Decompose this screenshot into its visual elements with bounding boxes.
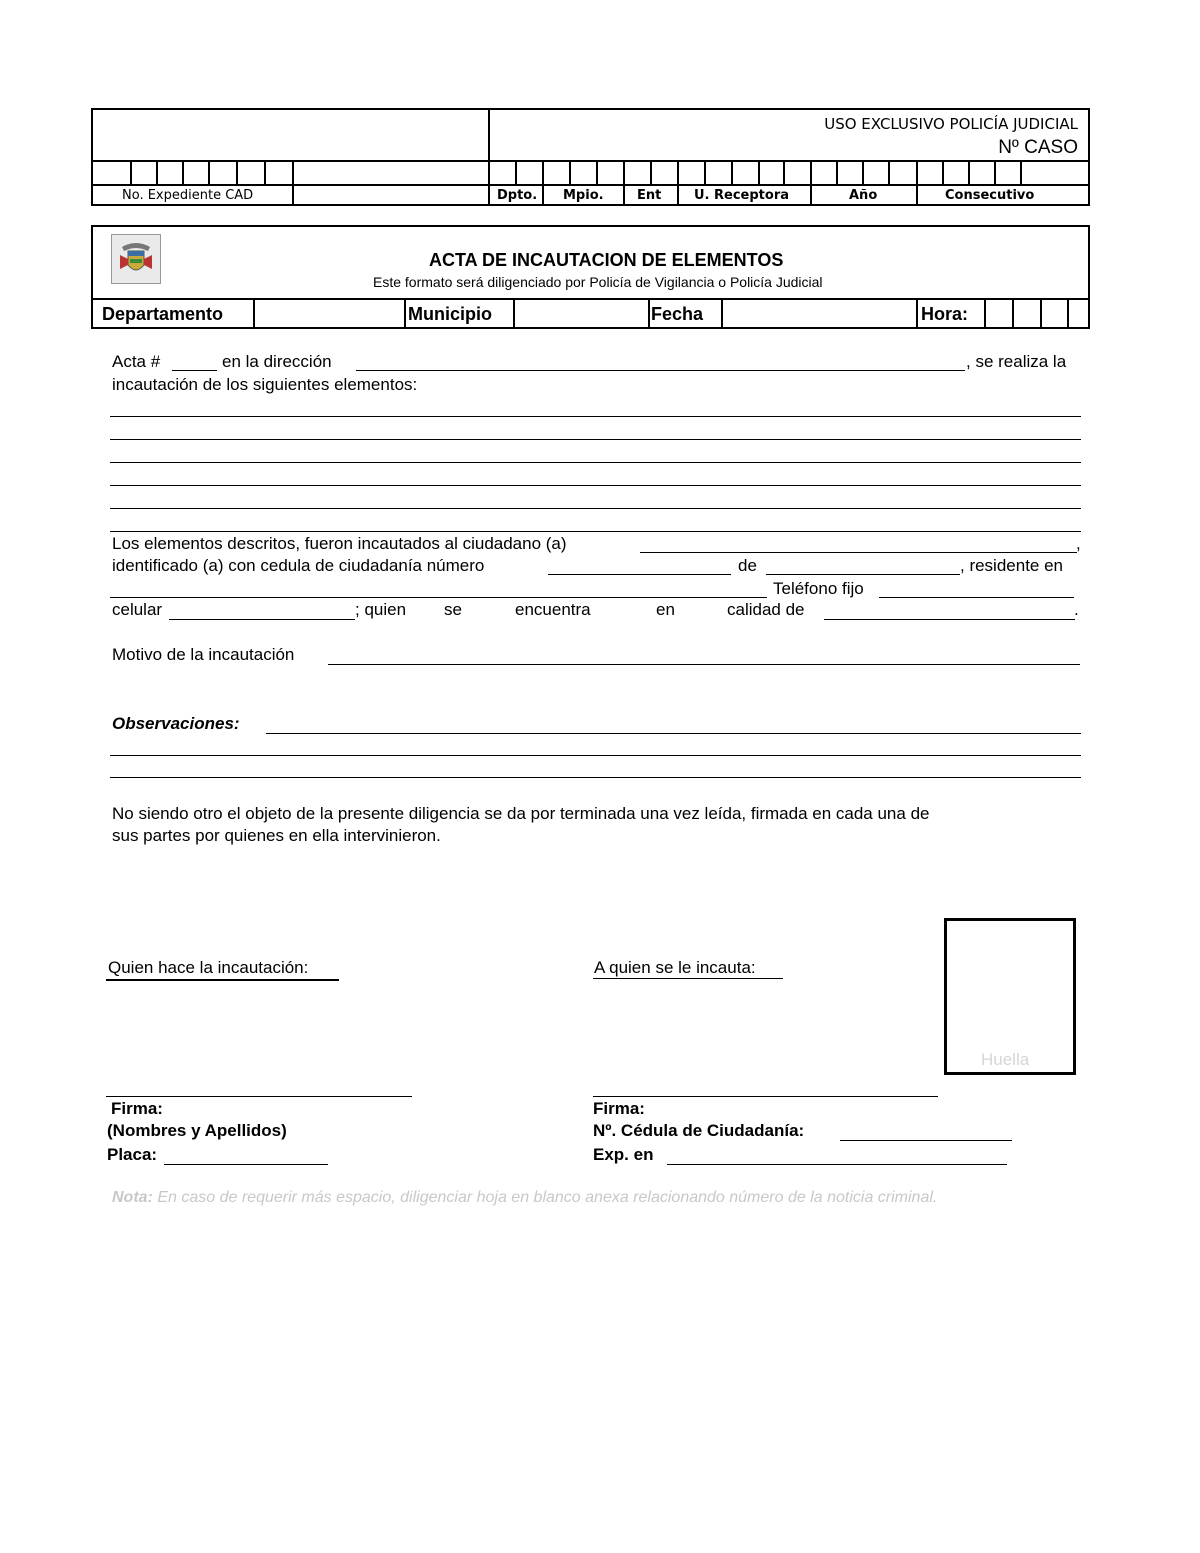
code-label-mpio: Mpio.: [563, 188, 604, 203]
cell-divider: [994, 160, 996, 184]
note: [112, 1188, 937, 1208]
direccion-blank[interactable]: [356, 370, 965, 371]
closing-line-2: sus partes por quienes en ella intervinieron.: [112, 826, 441, 845]
left-placa-label: Placa:: [107, 1145, 158, 1164]
code-label-dpto: Dpto.: [497, 188, 538, 203]
cell-divider: [253, 298, 255, 329]
cell-divider: [968, 160, 970, 184]
header-divider: [488, 108, 490, 206]
cell-divider: [810, 160, 812, 206]
cell-divider: [182, 160, 184, 184]
cell-divider: [292, 160, 294, 206]
quien-word-1: ; quien: [355, 600, 407, 619]
cell-divider: [236, 160, 238, 184]
departamento-label: Departamento: [102, 304, 224, 324]
form-title: ACTA DE INCAUTACION DE ELEMENTOS: [429, 250, 784, 270]
code-label-consecutivo: Consecutivo: [945, 188, 1035, 203]
celular-blank[interactable]: [169, 619, 355, 620]
exp-blank[interactable]: [667, 1164, 1007, 1165]
huella-label: Huella: [981, 1050, 1030, 1069]
right-signature-line[interactable]: [593, 1096, 938, 1097]
en-la-direccion-label: en la dirección: [222, 352, 332, 371]
cell-divider: [130, 160, 132, 184]
acta-label: Acta #: [112, 352, 161, 371]
elementos-line-3[interactable]: [110, 462, 1081, 463]
a-quien-label: A quien se le incauta:: [594, 958, 756, 977]
municipio-label: Municipio: [408, 304, 492, 324]
note-label: Nota:: [112, 1189, 153, 1206]
colombia-coat-of-arms-icon: [111, 234, 161, 284]
cedula-signature-blank[interactable]: [840, 1140, 1012, 1141]
de-blank[interactable]: [766, 574, 960, 575]
left-signature-line[interactable]: [106, 1096, 412, 1097]
cell-divider: [1020, 160, 1022, 184]
right-exp-label: Exp. en: [593, 1145, 654, 1164]
cell-divider: [942, 160, 944, 184]
cell-divider: [916, 160, 918, 206]
code-label-receptora: U. Receptora: [694, 188, 790, 203]
cell-divider: [758, 160, 760, 184]
cell-divider: [888, 160, 890, 184]
calidad-blank[interactable]: [824, 619, 1075, 620]
cell-divider: [569, 160, 571, 184]
elementos-line-5[interactable]: [110, 508, 1081, 509]
no-caso-label: Nº CASO: [998, 137, 1078, 158]
residente-blank[interactable]: [110, 597, 767, 598]
quien-word-2: se: [444, 600, 462, 619]
cell-divider: [650, 160, 652, 184]
incautacion-line: incautación de los siguientes elementos:: [112, 375, 418, 394]
de-label: de: [738, 556, 757, 575]
observaciones-line-3[interactable]: [110, 777, 1081, 778]
cell-divider: [704, 160, 706, 184]
period-label: .: [1074, 600, 1079, 619]
municipio-field[interactable]: [516, 300, 646, 327]
observaciones-line-2[interactable]: [110, 755, 1081, 756]
se-realiza-label: , se realiza la: [966, 352, 1067, 371]
cell-divider: [515, 160, 517, 184]
ciudadano-blank[interactable]: [640, 552, 1077, 553]
observaciones-line-1[interactable]: [266, 733, 1081, 734]
cell-divider: [648, 298, 650, 329]
cell-divider: [783, 160, 785, 184]
cell-divider: [1067, 298, 1069, 329]
note-text: En caso de requerir más espacio, diligenciar hoja en blanco anexa relacionando número de la noticia criminal.: [152, 1189, 938, 1206]
fecha-label: Fecha: [651, 304, 704, 324]
cell-divider: [721, 298, 723, 329]
uso-exclusivo-label: USO EXCLUSIVO POLICÍA JUDICIAL: [824, 115, 1078, 133]
telefono-blank[interactable]: [879, 597, 1074, 598]
cell-divider: [836, 160, 838, 184]
placa-blank[interactable]: [164, 1164, 328, 1165]
quien-word-4: en: [656, 600, 675, 619]
cell-divider: [542, 160, 544, 206]
departamento-field[interactable]: [256, 300, 402, 327]
closing-line-1: No siendo otro el objeto de la presente diligencia se da por terminada una vez leída, firmada en cada una de: [112, 804, 930, 823]
quien-word-5: calidad de: [727, 600, 805, 619]
right-cedula-label: Nº. Cédula de Ciudadanía:: [593, 1121, 805, 1140]
quien-hace-label: Quien hace la incautación:: [108, 958, 309, 977]
telefono-fijo-label: Teléfono fijo: [773, 579, 864, 598]
cell-divider: [1040, 298, 1042, 329]
residente-label: , residente en: [960, 556, 1064, 575]
motivo-label: Motivo de la incautación: [112, 645, 295, 664]
form-subtitle: Este formato será diligenciado por Policía de Vigilancia o Policía Judicial: [373, 274, 823, 290]
expediente-label: No. Expediente CAD: [122, 188, 254, 203]
comma-label: ,: [1076, 534, 1081, 553]
code-label-ano: Año: [849, 188, 878, 203]
acta-number-blank[interactable]: [172, 370, 217, 371]
cedula-blank[interactable]: [548, 574, 731, 575]
cell-divider: [677, 160, 679, 206]
cell-divider: [916, 298, 918, 329]
motivo-blank[interactable]: [328, 664, 1080, 665]
cell-divider: [984, 298, 986, 329]
cell-divider: [862, 160, 864, 184]
elementos-descritos-label: Los elementos descritos, fueron incautados al ciudadano (a): [112, 534, 567, 553]
a-quien-underline: [593, 978, 783, 979]
observaciones-label: Observaciones:: [112, 714, 240, 733]
cell-divider: [156, 160, 158, 184]
right-firma-label: Firma:: [593, 1099, 645, 1118]
fecha-field[interactable]: [724, 300, 914, 327]
elementos-line-6[interactable]: [110, 531, 1081, 532]
identificado-label: identificado (a) con cedula de ciudadanía número: [112, 556, 485, 575]
left-nombres-label: (Nombres y Apellidos): [107, 1121, 287, 1140]
quien-hace-underline: [106, 979, 339, 981]
elementos-line-4[interactable]: [110, 485, 1081, 486]
cell-divider: [208, 160, 210, 184]
cell-divider: [264, 160, 266, 184]
elementos-line-2[interactable]: [110, 439, 1081, 440]
hora-label: Hora:: [921, 304, 969, 324]
cell-divider: [731, 160, 733, 184]
cell-divider: [1012, 298, 1014, 329]
cell-divider: [596, 160, 598, 184]
left-firma-label: Firma:: [111, 1099, 163, 1118]
cell-divider: [404, 298, 406, 329]
cell-divider: [513, 298, 515, 329]
quien-word-3: encuentra: [515, 600, 591, 619]
elementos-line-1[interactable]: [110, 416, 1081, 417]
celular-label: celular: [112, 600, 163, 619]
cell-divider: [623, 160, 625, 206]
code-label-ent: Ent: [637, 188, 662, 203]
header-row-line: [91, 160, 1090, 162]
